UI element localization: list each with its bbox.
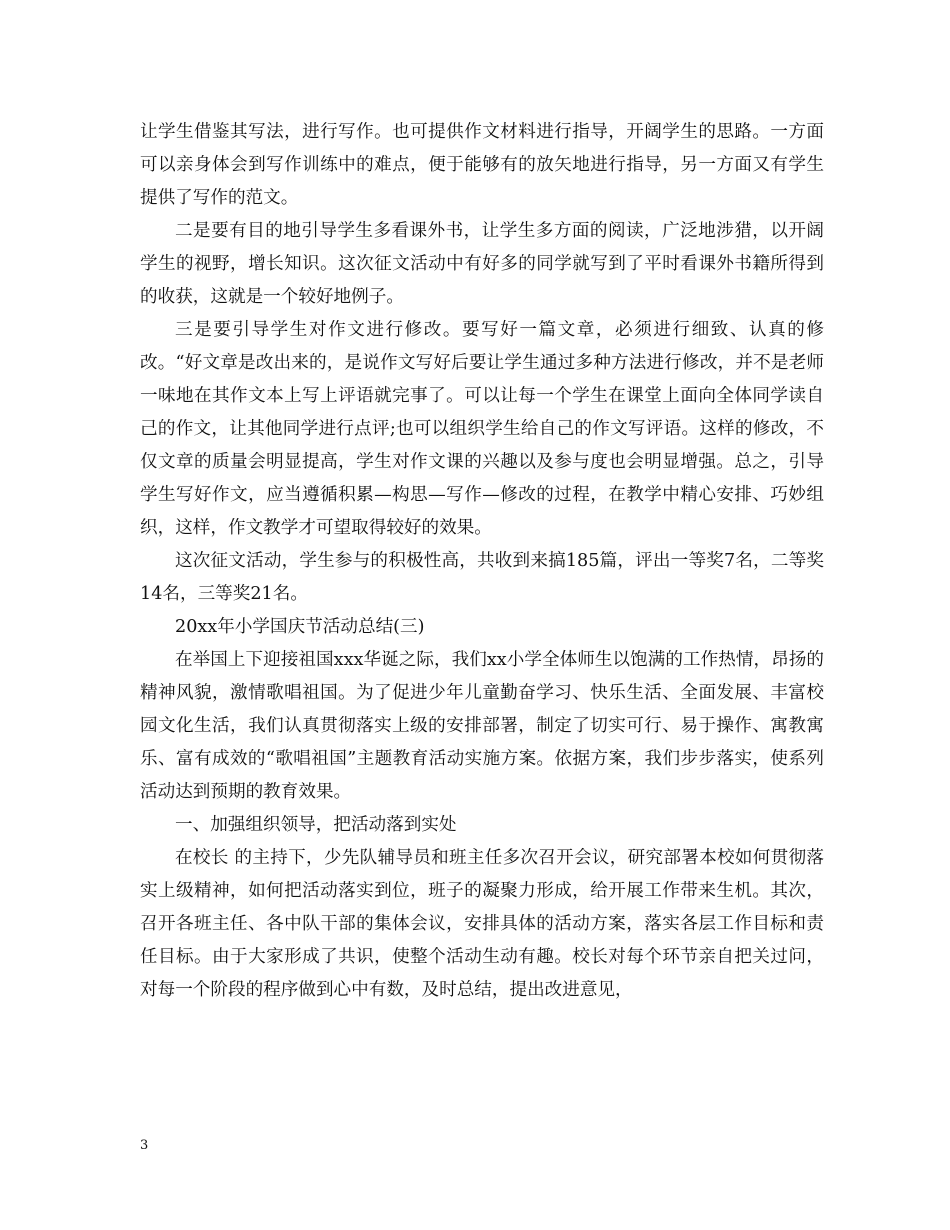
paragraph-2: 二是要有目的地引导学生多看课外书，让学生多方面的阅读，广泛地涉猎，以开阔学生的视野，增长知识。这次征文活动中有好多的同学就写到了平时看课外书籍所得到的收获，这就是一个较好地例子。 <box>140 221 824 307</box>
paragraph-4: 这次征文活动，学生参与的积极性高，共收到来搞185篇，评出一等奖7名，二等奖14名，三等奖21名。 <box>140 551 824 604</box>
paragraph-8: 在校长 的主持下，少先队辅导员和班主任多次召开会议，研究部署本校如何贯彻落实上级精神，如何把活动落实到位，班子的凝聚力形成，给开展工作带来生机。其次，召开各班主任、各中队干部的集体会议，安排具体的活动方案，落实各层工作目标和责任目标。由于大家形成了共识，使整个活动生动有趣。校长对每个环节亲自把关过问，对每一个阶段的程序做到心中有数，及时总结，提出改进意见， <box>140 848 824 1000</box>
page-number: 3 <box>140 1138 149 1153</box>
paragraph-3: 三是要引导学生对作文进行修改。要写好一篇文章，必须进行细致、认真的修改。“好文章是改出来的，是说作文写好后要让学生通过多种方法进行修改，并不是老师一味地在其作文本上写上评语就完事了。可以让每一个学生在课堂上面向全体同学读自己的作文，让其他同学进行点评;也可以组织学生给自己的作文写评语。这样的修改，不仅文章的质量会明显提高，学生对作文课的兴趣以及参与度也会明显增强。总之，引导学生写好作文，应当遵循积累—构思—写作—修改的过程，在教学中精心安排、巧妙组织，这样，作文教学才可望取得较好的效果。 <box>140 320 824 538</box>
subsection-heading: 一、加强组织领导，把活动落到实处 <box>175 815 457 835</box>
paragraph-1: 让学生借鉴其写法，进行写作。也可提供作文材料进行指导，开阔学生的思路。一方面可以亲身体会到写作训练中的难点，便于能够有的放矢地进行指导，另一方面又有学生提供了写作的范文。 <box>140 122 824 208</box>
section-heading: 20xx年小学国庆节活动总结(三) <box>175 617 425 637</box>
page-body <box>140 116 824 1007</box>
paragraph-6: 在举国上下迎接祖国xxx华诞之际，我们xx小学全体师生以饱满的工作热情，昂扬的精神风貌，激情歌唱祖国。为了促进少年儿童勤奋学习、快乐生活、全面发展、丰富校园文化生活，我们认真贯彻落实上级的安排部署，制定了切实可行、易于操作、寓教寓乐、富有成效的“歌唱祖国”主题教育活动实施方案。依据方案，我们步步落实，使系列活动达到预期的教育效果。 <box>140 650 824 802</box>
